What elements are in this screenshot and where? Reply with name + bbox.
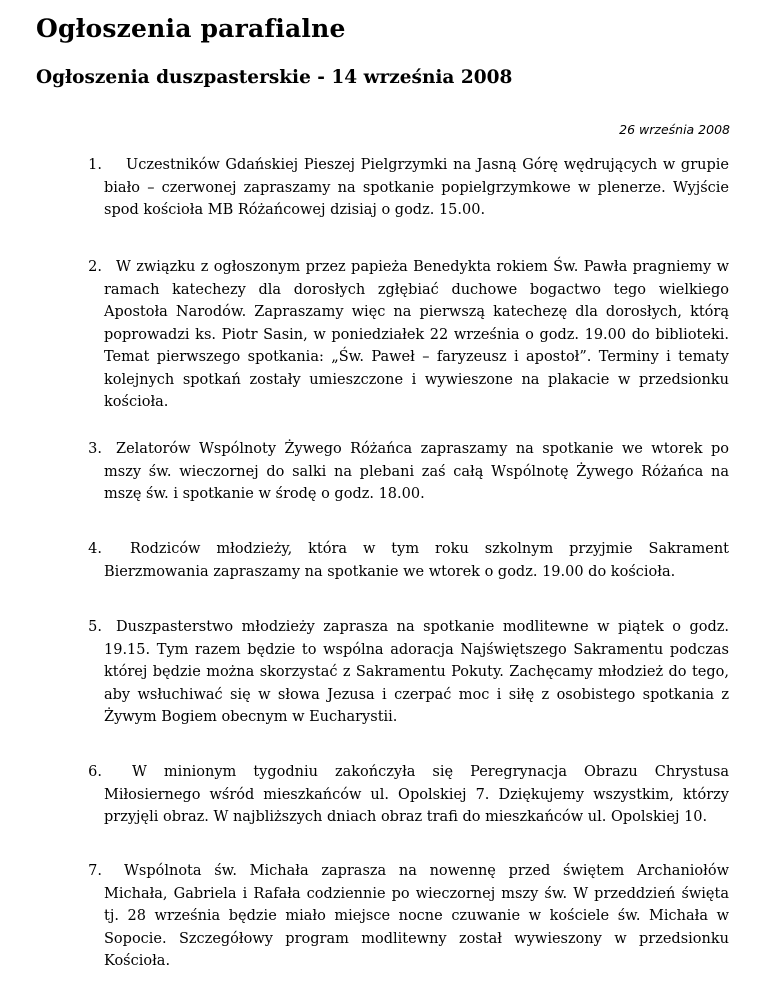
item-number: 3. — [88, 441, 102, 457]
item-text: W minionym tygodniu zakończyła się Peregrynacja Obrazu Chrystusa Miłosiernego wśród mieszkańców ul. Opolskiej 7. Dziękujemy wszystkim, którzy przyjęli obraz. W najbliższych dniach obraz trafi do mieszkańców ul. Opolskiej 10. — [104, 764, 729, 825]
item-number: 1. — [88, 157, 102, 173]
item-number: 2. — [88, 259, 102, 275]
page-title: Ogłoszenia parafialne — [36, 14, 346, 43]
item-number: 5. — [88, 619, 102, 635]
item-number: 4. — [88, 541, 102, 557]
page-subtitle: Ogłoszenia duszpasterskie - 14 września 2008 — [36, 67, 513, 88]
item-number: 7. — [88, 863, 102, 879]
announcement-item — [88, 154, 729, 222]
announcement-item — [88, 860, 729, 973]
item-text: Uczestników Gdańskiej Pieszej Pielgrzymki na Jasną Górę wędrujących w grupie biało – czerwonej zapraszamy na spotkanie popielgrzymkowe w plenerze. Wyjście spod kościoła MB Różańcowej dzisiaj o godz. 15.00. — [104, 157, 729, 218]
item-number: 6. — [88, 764, 102, 780]
item-text: W związku z ogłoszonym przez papieża Benedykta rokiem Św. Pawła pragniemy w ramach katechezy dla dorosłych zgłębiać duchowe bogactwo tego wielkiego Apostoła Narodów. Zapraszamy więc na pierwszą katechezę dla dorosłych, którą poprowadzi ks. Piotr Sasin, w poniedziałek 22 września o godz. 19.00 do biblioteki. Temat pierwszego spotkania: „Św. Paweł – faryzeusz i apostoł”. Terminy i tematy kolejnych spotkań zostały umieszczone i wywieszone na plakacie w przedsionku kościoła. — [104, 259, 729, 410]
item-text: Duszpasterstwo młodzieży zaprasza na spotkanie modlitewne w piątek o godz. 19.15. Tym razem będzie to wspólna adoracja Najświętszego Sakramentu podczas której będzie można skorzystać z Sakramentu Pokuty. Zachęcamy młodzież do tego, aby wsłuchiwać się w słowa Jezusa i czerpać moc i siłę z osobistego spotkania z Żywym Bogiem obecnym w Eucharystii. — [104, 619, 729, 725]
announcement-item — [88, 538, 729, 583]
item-text: Rodziców młodzieży, która w tym roku szkolnym przyjmie Sakrament Bierzmowania zapraszamy na spotkanie we wtorek o godz. 19.00 do kościoła. — [104, 541, 729, 580]
item-text: Zelatorów Wspólnoty Żywego Różańca zapraszamy na spotkanie we wtorek po mszy św. wieczornej do salki na plebani zaś całą Wspólnotę Żywego Różańca na mszę św. i spotkanie w środę o godz. 18.00. — [104, 441, 729, 502]
announcement-item — [88, 438, 729, 506]
item-text: Wspólnota św. Michała zaprasza na nowennę przed świętem Archaniołów Michała, Gabriela i Rafała codziennie po wieczornej mszy św. W przeddzień święta tj. 28 września będzie miało miejsce nocne czuwanie w kościele św. Michała w Sopocie. Szczegółowy program modlitewny został wywieszony w przedsionku Kościoła. — [104, 863, 729, 969]
announcement-item — [88, 256, 729, 414]
announcement-item — [88, 616, 729, 729]
announcement-item — [88, 761, 729, 829]
document-date: 26 września 2008 — [619, 122, 730, 137]
